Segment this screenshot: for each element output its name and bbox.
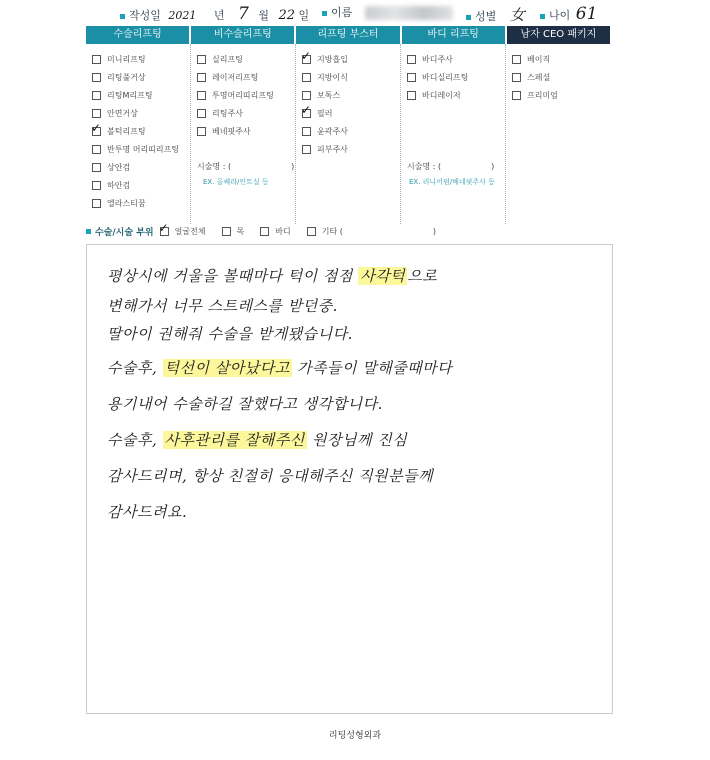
option-label: 안면거상 bbox=[107, 109, 138, 118]
date-month-value: 7 bbox=[238, 4, 249, 24]
option-label: 하안검 bbox=[107, 181, 131, 190]
option-item[interactable] bbox=[197, 90, 274, 101]
review-line: 변해가서 너무 스트레스를 받던중. bbox=[107, 297, 338, 315]
option-item[interactable] bbox=[92, 108, 138, 119]
review-text: 가족들이 말해줄때마다 bbox=[291, 359, 453, 377]
checkbox[interactable] bbox=[302, 127, 311, 136]
option-label: 기타 ( bbox=[321, 226, 343, 236]
option-label: 레이저리프팅 bbox=[212, 73, 259, 82]
column-lifting-booster bbox=[295, 44, 400, 224]
tab-men-ceo-package: 남자 CEO 패키지 bbox=[507, 26, 610, 44]
date-label: 작성일 bbox=[129, 9, 161, 22]
review-text: 수술후, bbox=[107, 359, 163, 377]
checkbox[interactable] bbox=[92, 145, 101, 154]
review-line bbox=[107, 265, 437, 286]
bullet-icon bbox=[120, 14, 125, 19]
bullet-icon bbox=[466, 15, 471, 20]
year-label: 년 bbox=[213, 9, 225, 22]
review-text: 원장님께 진심 bbox=[306, 431, 408, 449]
gender-label: 성별 bbox=[475, 10, 497, 23]
checkbox-checked[interactable] bbox=[302, 55, 311, 64]
option-label: 바디주사 bbox=[422, 55, 453, 64]
option-item[interactable] bbox=[92, 180, 130, 191]
category-tabs bbox=[86, 26, 610, 44]
gender-field bbox=[466, 4, 525, 25]
checkbox[interactable] bbox=[92, 181, 101, 190]
redacted-name bbox=[365, 6, 453, 20]
option-label: 베이직 bbox=[527, 55, 551, 64]
review-text: 으로 bbox=[407, 267, 438, 285]
option-item[interactable] bbox=[92, 198, 146, 209]
procedure-area-row bbox=[86, 224, 610, 238]
checkbox-checked[interactable] bbox=[160, 227, 169, 236]
checkbox[interactable] bbox=[302, 91, 311, 100]
area-option[interactable] bbox=[222, 226, 245, 237]
area-option[interactable] bbox=[260, 226, 290, 237]
option-label: 바디레이저 bbox=[422, 91, 461, 100]
checkbox[interactable] bbox=[407, 91, 416, 100]
checkbox[interactable] bbox=[407, 73, 416, 82]
option-item[interactable] bbox=[512, 54, 550, 65]
option-item[interactable] bbox=[197, 54, 243, 65]
checkbox[interactable] bbox=[92, 199, 101, 208]
category-grid bbox=[86, 26, 610, 224]
option-label: 목 bbox=[236, 226, 245, 236]
option-item[interactable] bbox=[512, 90, 558, 101]
clinic-name: 리팅성형외과 bbox=[328, 731, 382, 741]
option-item[interactable] bbox=[197, 126, 251, 137]
checkbox-checked[interactable] bbox=[302, 109, 311, 118]
option-label: 볼턱리프팅 bbox=[107, 127, 146, 136]
option-item[interactable] bbox=[92, 54, 146, 65]
name-label: 이름 bbox=[331, 6, 353, 19]
option-label: 피부주사 bbox=[317, 145, 348, 154]
procedure-area-title: 수술/시술 부위 bbox=[95, 227, 154, 238]
other-close: ) bbox=[432, 226, 436, 236]
option-label: 반투명 머리띠리프팅 bbox=[107, 145, 180, 154]
area-option[interactable] bbox=[160, 226, 206, 237]
review-line: 감사드리며, 항상 친절히 응대해주신 직원분들께 bbox=[107, 467, 434, 485]
age-value: 61 bbox=[575, 4, 598, 24]
name-field bbox=[322, 4, 352, 20]
age-field bbox=[540, 4, 597, 24]
review-text-box[interactable] bbox=[86, 244, 613, 714]
review-text: 수술후, bbox=[107, 431, 163, 449]
procedure-label: 시술명 : ( bbox=[197, 162, 232, 171]
checkbox[interactable] bbox=[197, 55, 206, 64]
checkbox[interactable] bbox=[302, 145, 311, 154]
checkbox[interactable] bbox=[92, 73, 101, 82]
checkbox[interactable] bbox=[197, 109, 206, 118]
checkbox[interactable] bbox=[92, 163, 101, 172]
review-line bbox=[107, 429, 407, 450]
day-label: 일 bbox=[298, 9, 310, 22]
option-item[interactable] bbox=[197, 108, 243, 119]
option-label: 필러 bbox=[317, 109, 333, 118]
checkbox-checked[interactable] bbox=[92, 127, 101, 136]
column-body-lifting bbox=[400, 44, 505, 224]
checkbox[interactable] bbox=[260, 227, 269, 236]
checkbox[interactable] bbox=[92, 109, 101, 118]
bullet-icon bbox=[322, 11, 327, 16]
option-item[interactable] bbox=[512, 72, 550, 83]
option-label: 지방흡입 bbox=[317, 55, 348, 64]
checkbox[interactable] bbox=[512, 91, 521, 100]
option-item[interactable] bbox=[407, 72, 468, 83]
month-label: 월 bbox=[258, 9, 269, 22]
area-option[interactable] bbox=[307, 226, 436, 237]
option-item[interactable] bbox=[92, 90, 153, 101]
procedure-close: ) bbox=[491, 162, 495, 171]
option-label: 리팅풀거상 bbox=[107, 73, 146, 82]
option-label: 엘라스티꿈 bbox=[107, 199, 146, 208]
checkbox[interactable] bbox=[512, 73, 521, 82]
column-men-ceo-package bbox=[505, 44, 610, 224]
option-item[interactable] bbox=[302, 126, 348, 137]
column-nonsurgical-lifting bbox=[190, 44, 295, 224]
option-item[interactable] bbox=[92, 126, 146, 137]
option-label: 상안검 bbox=[107, 163, 131, 172]
checkbox[interactable] bbox=[92, 91, 101, 100]
review-line: 용기내어 수술하길 잘했다고 생각합니다. bbox=[107, 395, 383, 413]
column-surgical-lifting bbox=[86, 44, 190, 224]
option-item[interactable] bbox=[302, 144, 348, 155]
option-label: 프리미엄 bbox=[527, 91, 558, 100]
checkbox[interactable] bbox=[92, 55, 101, 64]
checkbox[interactable] bbox=[302, 73, 311, 82]
tab-surgical-lifting: 수술리프팅 bbox=[86, 26, 191, 44]
option-item[interactable] bbox=[92, 162, 130, 173]
age-label: 나이 bbox=[549, 9, 571, 22]
review-text: 평상시에 거울을 볼때마다 턱이 점점 bbox=[107, 267, 359, 285]
form-header bbox=[0, 0, 710, 24]
review-line: 감사드려요. bbox=[107, 503, 188, 521]
review-line: 딸아이 권해줘 수술을 받게됐습니다. bbox=[107, 325, 353, 343]
date-field bbox=[120, 4, 309, 24]
procedure-label: 시술명 : ( bbox=[407, 162, 442, 171]
option-item[interactable] bbox=[302, 108, 332, 119]
option-label: 보톡스 bbox=[317, 91, 341, 100]
checkbox[interactable] bbox=[197, 127, 206, 136]
procedure-name-field[interactable] bbox=[197, 161, 294, 172]
option-item[interactable] bbox=[302, 72, 348, 83]
tab-body-lifting: 바디 리프팅 bbox=[402, 26, 507, 44]
option-item[interactable] bbox=[302, 90, 340, 101]
option-label: 바디실리프팅 bbox=[422, 73, 469, 82]
option-item[interactable] bbox=[197, 72, 258, 83]
option-label: 지방이식 bbox=[317, 73, 348, 82]
procedure-example: EX. 올쎄라/인트실 등 bbox=[203, 178, 269, 186]
procedure-example: EX. 리니어펌/베네핏주사 등 bbox=[409, 178, 495, 186]
highlighted-text: 사후관리를 잘해주신 bbox=[164, 431, 305, 449]
bullet-icon bbox=[540, 14, 545, 19]
option-item[interactable] bbox=[92, 72, 146, 83]
checkbox[interactable] bbox=[197, 91, 206, 100]
option-item[interactable] bbox=[407, 54, 453, 65]
option-label: 리팅M리프팅 bbox=[107, 91, 153, 100]
checkbox[interactable] bbox=[222, 227, 231, 236]
gender-value: 女 bbox=[509, 6, 525, 24]
option-label: 미니리프팅 bbox=[107, 55, 146, 64]
checkbox[interactable] bbox=[407, 55, 416, 64]
option-label: 얼굴전체 bbox=[174, 226, 206, 236]
option-item[interactable] bbox=[407, 90, 461, 101]
tab-lifting-booster: 리프팅 부스터 bbox=[296, 26, 401, 44]
highlighted-text: 사각턱 bbox=[360, 267, 406, 285]
option-label: 윤곽주사 bbox=[317, 127, 348, 136]
tab-nonsurgical-lifting: 비수술리프팅 bbox=[191, 26, 296, 44]
option-label: 바디 bbox=[275, 226, 291, 236]
checkbox[interactable] bbox=[197, 73, 206, 82]
date-day-value: 22 bbox=[278, 8, 296, 23]
option-label: 실리프팅 bbox=[212, 55, 243, 64]
review-line bbox=[107, 357, 452, 378]
option-label: 리팅주사 bbox=[212, 109, 243, 118]
checkbox[interactable] bbox=[512, 55, 521, 64]
option-item[interactable] bbox=[302, 54, 348, 65]
option-item[interactable] bbox=[92, 144, 179, 155]
option-label: 베네핏주사 bbox=[212, 127, 251, 136]
highlighted-text: 턱선이 살아났다고 bbox=[164, 359, 290, 377]
checkbox[interactable] bbox=[307, 227, 316, 236]
procedure-name-field[interactable] bbox=[407, 161, 494, 172]
procedure-close: ) bbox=[291, 162, 295, 171]
option-label: 투명머리띠리프팅 bbox=[212, 91, 274, 100]
date-year-value: 2021 bbox=[168, 9, 197, 22]
option-label: 스페셜 bbox=[527, 73, 551, 82]
bullet-icon bbox=[86, 229, 91, 234]
